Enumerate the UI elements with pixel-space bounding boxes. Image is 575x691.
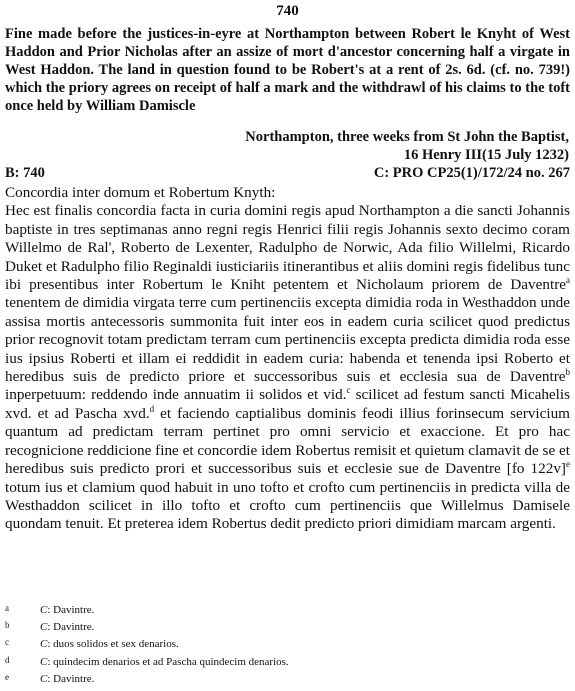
footnote-source: C [40,672,48,685]
footnote [5,602,570,619]
footnote-source: C [40,604,48,616]
body-segment: inperpetuum: reddendo inde annuatim ii solidos et vid. [5,386,347,404]
footnote-ref-b: b [565,367,570,377]
place-date-line-1: Northampton, three weeks from St John the Baptist, [245,129,569,145]
pro-reference: C: PRO CP25(1)/172/24 no. 267 [373,165,570,181]
footnote [5,619,570,636]
footnote-reading: : Davintre. [47,621,95,634]
body-segment: et faciendo captialibus dominis feodi illius forinsecum servicium quantum ad predictam terram pertinet pro omni servicio et exaccione. Et pro hac recognicione reddicione fine et concordie idem Robertus remisit et quietum clamavit de se et heredibus suis predicto prori et successoribus suis et ecclesie sue de Daventre [fo 122v] [5,404,570,478]
footnote-text [40,636,179,653]
footnote-text [40,619,94,636]
footnote-reading: : quindecim denarios et ad Pascha quindecim denarios. [47,655,289,668]
footnotes [5,602,570,688]
footnote-ref-a: a [566,274,570,285]
footnote-reading: : Davintre. [47,604,95,616]
body-segment: scilicet ad festum sancti Micahelis xvd. et ad Pascha xvd. [5,386,570,422]
footnote-mark: b [5,620,10,631]
footnote-ref-e: e [566,459,570,470]
footnote-text [40,654,289,671]
footnote [5,654,570,671]
footnote-mark: d [5,654,10,665]
footnote-text [40,602,94,619]
footnote [5,636,570,653]
footnote-text [40,671,94,688]
footnote-reading: : duos solidos et sex denarios. [47,638,179,651]
place-date [245,128,569,164]
charter-body [5,202,570,533]
footnote [5,671,570,688]
footnote-mark: e [5,671,9,682]
place-date-line-2: 16 Henry III(15 July 1232) [403,147,569,163]
body-segment: tenentem de dimidia virgata terre cum pertinenciis excepta dimidia roda in Westhaddon unde assisa mortis antecessoris summonita fuit inter eos in eadem curia scilicet quod predictus prior recognovit totam predictam terram cum pertinenciis excepta predicta dimidia roda esse ius ipsius Roberti et illam ei reddidit in eadem curia: habenda et tenenda ipsi Roberto et heredibus suis de predicto priore et successoribus suis et ecclesia sua de Daventre [5,294,570,386]
charter-text [5,184,570,534]
footnote-source: C [40,655,48,668]
footnote-ref-c: c [346,385,351,396]
body-segment: totum ius et clamium quod habuit in uno tofto et crofto cum pertinenciis in predicta villa de Westhaddon scilicet in illo tofto et crofto cum pertinenciis que Willelmus Damisele quondam tenuit. Et preterea idem Robertus dedit predicto priori dimidiam marcam argenti. [5,478,570,533]
footnote-mark: a [5,603,9,613]
footnote-source: C [40,638,48,651]
entry-number: 740 [276,3,299,19]
footnote-reading: : Davintre. [47,672,95,685]
cartulary-reference: B: 740 [5,165,45,181]
footnote-mark: c [5,637,9,648]
entry-summary: Fine made before the justices-in-eyre at Northampton between Robert le Knyht of West Haddon and Prior Nicholas after an assize of mort d'ancestor concerning half a virgate in West Haddon. The land in question found to be Robert's at a rent of 2s. 6d. (cf. no. 739!) which the priory agrees on receipt of half a mark and the withdrawl of his claims to the toft once held by William Damiscle [5,26,570,114]
charter-heading: Concordia inter domum et Robertum Knyth: [5,184,276,201]
footnote-ref-d: d [149,403,155,414]
footnote-source: C [40,621,48,634]
body-segment: Hec est finalis concordia facta in curia domini regis apud Northampton a die sancti Johannis baptiste in tres septimanas anno regni regis Henrici filii regis Johannis sexto decimo coram Willelmo de Ral', Roberto de Lexenter, Radulpho de Norwic, Ada filio Willelmi, Ricardo Duket et Radulpho filio Reginaldi iusticiariis itinerantibus et aliis domini regis fidelibus tunc ibi presentibus inter Robertum le Kniht petentem et Nicholaum priorem de Daventre [5,202,570,294]
